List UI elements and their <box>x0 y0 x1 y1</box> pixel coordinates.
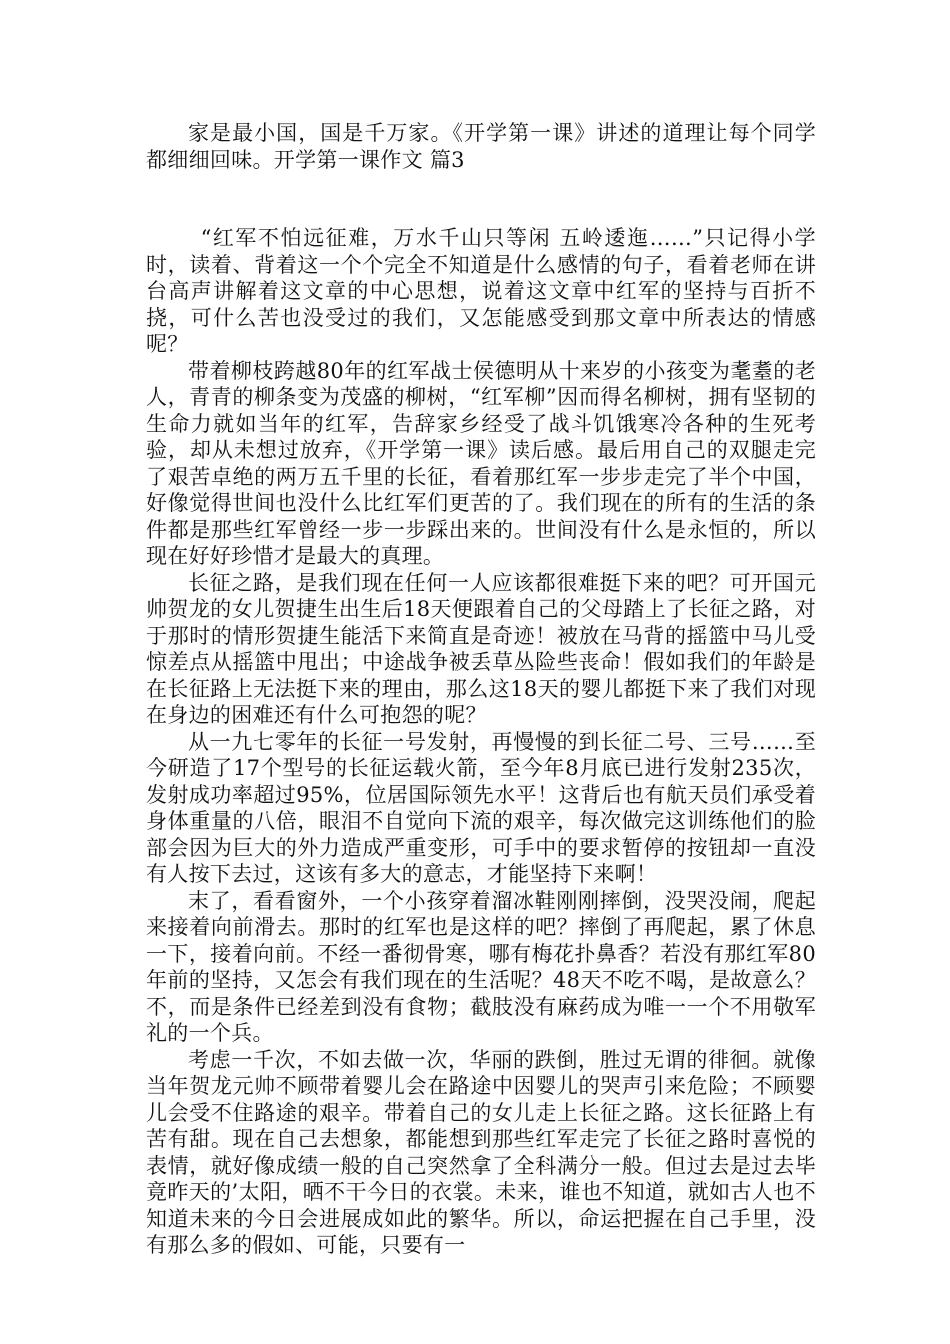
essay-paragraph-5: 末了，看看窗外，一个小孩穿着溜冰鞋刚刚摔倒，没哭没闹，爬起来接着向前滑去。那时的红军也是这样的吧？摔倒了再爬起，累了休息一下，接着向前。不经一番彻骨寒，哪有梅花扑鼻香？若没有那红军80年前的坚持，又怎会有我们现在的生活呢？48天不吃不喝，是故意么？不，而是条件已经差到没有食物；截肢没有麻药成为唯一一个不用敬军礼的一个兵。 <box>146 888 816 1045</box>
essay-paragraph-1: “红军不怕远征难，万水千山只等闲 五岭逶迤……”只记得小学时，读着、背着这一个个完全不知道是什么感情的句子，看着老师在讲台高声讲解着这文章的中心思想，说着这文章中红军的坚持与百折不挠，可什么苦也没受过的我们，又怎能感受到那文章中所表达的情感呢？ <box>146 226 816 356</box>
intro-section <box>146 120 816 173</box>
essay-paragraph-2: 带着柳枝跨越80年的红军战士侯德明从十来岁的小孩变为耄耋的老人，青青的柳条变为茂盛的柳树，“红军柳”因而得名柳树，拥有坚韧的生命力就如当年的红军，告辞家乡经受了战斗饥饿寒冷各种的生死考验，却从未想过放弃，《开学第一课》读后感。最后用自己的双腿走完了艰苦卓绝的两万五千里的长征，看着那红军一步步走完了半个中国，好像觉得世间也没什么比红军们更苦的了。我们现在的所有的生活的条件都是那些红军曾经一步一步踩出来的。世间没有什么是永恒的，所以现在好好珍惜才是最大的真理。 <box>146 358 816 568</box>
essay-paragraph-6: 考虑一千次，不如去做一次，华丽的跌倒，胜过无谓的徘徊。就像当年贺龙元帅不顾带着婴儿会在路途中因婴儿的哭声引来危险；不顾婴儿会受不住路途的艰辛。带着自己的女儿走上长征之路。这长征路上有苦有甜。现在自己去想象，都能想到那些红军走完了长征之路时喜悦的表情，就好像成绩一般的自己突然拿了全科满分一般。但过去是过去毕竟昨天的’太阳，晒不干今日的衣裳。未来，谁也不知道，就如古人也不知道未来的今日会进展成如此的繁华。所以，命运把握在自己手里，没有那么多的假如、可能，只要有一 <box>146 1047 816 1257</box>
essay-body <box>146 225 816 1259</box>
intro-paragraph: 家是最小国，国是千万家。《开学第一课》讲述的道理让每个同学都细细回味。开学第一课作文 篇3 <box>146 121 816 172</box>
essay-paragraph-4: 从一九七零年的长征一号发射，再慢慢的到长征二号、三号……至今研造了17个型号的长征运载火箭，至今年8月底已进行发射235次，发射成功率超过95%，位居国际领先水平！这背后也有航天员们承受着身体重量的八倍，眼泪不自觉向下流的艰辛，每次做完这训练他们的脸部会因为巨大的外力造成严重变形，可手中的要求暂停的按钮却一直没有人按下去过，这该有多大的意志，才能坚持下来啊！ <box>146 729 816 886</box>
essay-paragraph-3: 长征之路，是我们现在任何一人应该都很难挺下来的吧？可开国元帅贺龙的女儿贺捷生出生后18天便跟着自己的父母踏上了长征之路，对于那时的情形贺捷生能活下来简直是奇迹！被放在马背的摇篮中马儿受惊差点从摇篮中甩出；中途战争被丢草丛险些丧命！假如我们的年龄是在长征路上无法挺下来的理由，那么这18天的婴儿都挺下来了我们对现在身边的困难还有什么可抱怨的呢？ <box>146 570 816 727</box>
